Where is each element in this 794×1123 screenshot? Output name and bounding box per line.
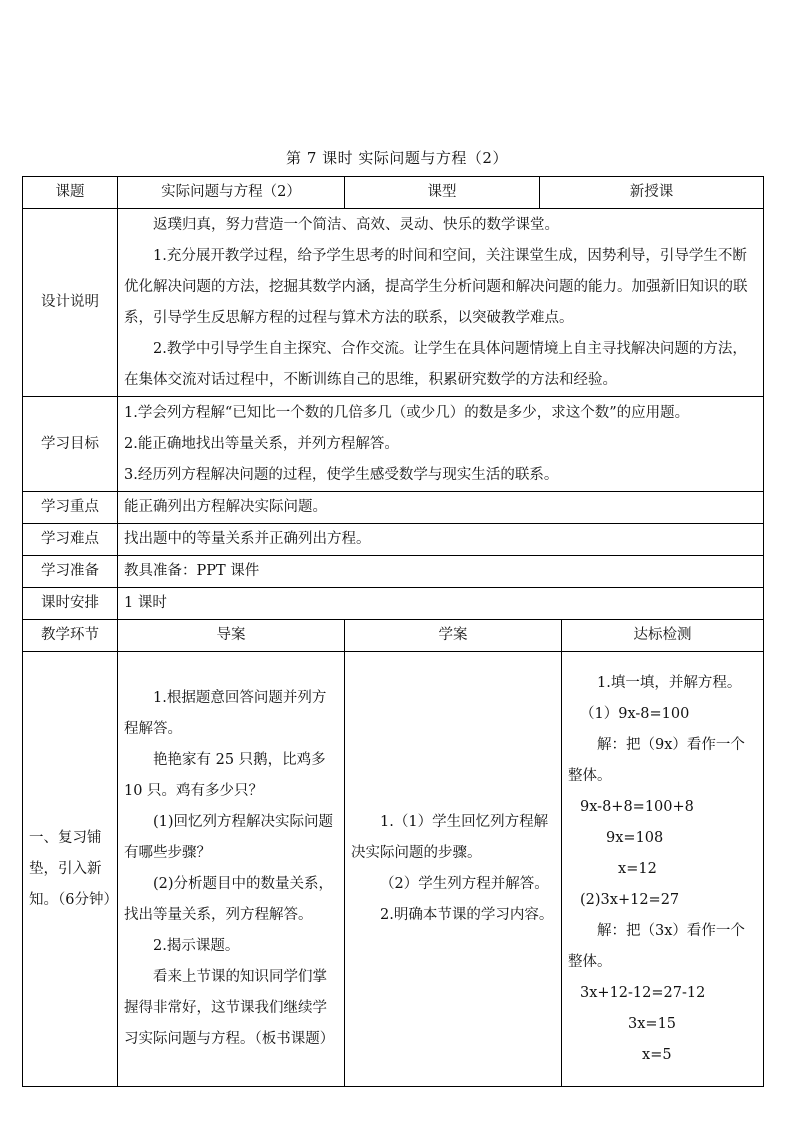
study-line: （2）学生列方程并解答。 bbox=[380, 876, 549, 892]
schedule-label: 课时安排 bbox=[23, 588, 118, 620]
header-row bbox=[23, 177, 764, 209]
check-step: 3x+12-12=27-12 bbox=[580, 984, 706, 1001]
guide-line: 2.揭示课题。 bbox=[153, 938, 240, 954]
difficulty-label: 学习难点 bbox=[23, 524, 118, 556]
check-hint: 解：把（9x）看作一个整体。 bbox=[568, 736, 745, 784]
section1-check bbox=[562, 652, 764, 1087]
goal-item: 3.经历列方程解决问题的过程，使学生感受数学与现实生活的联系。 bbox=[124, 466, 559, 483]
check-step: 9x-8+8=100+8 bbox=[580, 798, 694, 815]
prep-value: 教具准备：PPT 课件 bbox=[118, 556, 764, 588]
col-study-header: 学案 bbox=[345, 620, 562, 652]
section1-guide bbox=[118, 652, 345, 1087]
page-title: 第 7 课时 实际问题与方程（2） bbox=[286, 149, 508, 167]
check-hint: 解：把（3x）看作一个整体。 bbox=[568, 922, 745, 970]
col-guide-header: 导案 bbox=[118, 620, 345, 652]
check-question: (2)3x+12=27 bbox=[580, 891, 680, 908]
difficulty-row bbox=[23, 524, 764, 556]
columns-row bbox=[23, 620, 764, 652]
check-step: 3x=15 bbox=[628, 1015, 677, 1032]
col-stage-header: 教学环节 bbox=[23, 620, 118, 652]
section1-row bbox=[23, 652, 764, 1087]
guide-line: (1)回忆列方程解决实际问题有哪些步骤？ bbox=[124, 814, 334, 861]
type-label: 课型 bbox=[345, 177, 540, 209]
goal-item: 1.学会列方程解“已知比一个数的几倍多几（或少几）的数是多少，求这个数”的应用题。 bbox=[124, 404, 690, 421]
focus-row bbox=[23, 492, 764, 524]
study-line: 2.明确本节课的学习内容。 bbox=[380, 907, 554, 923]
section1-study bbox=[345, 652, 562, 1087]
goals-content bbox=[118, 397, 764, 492]
goal-item: 2.能正确地找出等量关系，并列方程解答。 bbox=[124, 435, 399, 452]
design-label: 设计说明 bbox=[23, 209, 118, 397]
check-step: 9x=108 bbox=[606, 829, 664, 846]
lesson-plan-table bbox=[22, 176, 764, 1087]
schedule-row bbox=[23, 588, 764, 620]
check-intro: 1.填一填，并解方程。 bbox=[597, 674, 742, 691]
guide-line: 艳艳家有 25 只鹅，比鸡多 10 只。鸡有多少只？ bbox=[124, 752, 326, 799]
design-row bbox=[23, 209, 764, 397]
design-paragraph: 2.教学中引导学生自主探究、合作交流。让学生在具体问题情境上自主寻找解决问题的方法，在集体交流对话过程中，不断训练自己的思维，积累研究数学的方法和经验。 bbox=[124, 340, 747, 388]
guide-line: 1.根据题意回答问题并列方程解答。 bbox=[124, 690, 327, 737]
col-check-header: 达标检测 bbox=[562, 620, 764, 652]
topic-label: 课题 bbox=[23, 177, 118, 209]
design-content bbox=[118, 209, 764, 397]
type-value: 新授课 bbox=[540, 177, 764, 209]
prep-label: 学习准备 bbox=[23, 556, 118, 588]
design-paragraph: 1.充分展开教学过程，给予学生思考的时间和空间，关注课堂生成，因势利导，引导学生不断优化解决问题的方法，挖掘其数学内涵，提高学生分析问题和解决问题的能力。加强新旧知识的联系，引导学生反思解方程的过程与算术方法的联系，以突破教学难点。 bbox=[124, 247, 748, 326]
schedule-value: 1 课时 bbox=[118, 588, 764, 620]
difficulty-value: 找出题中的等量关系并正确列出方程。 bbox=[118, 524, 764, 556]
guide-line: (2)分析题目中的数量关系，找出等量关系，列方程解答。 bbox=[124, 876, 334, 923]
section1-stage: 一、复习铺垫，引入新知。（6分钟） bbox=[23, 652, 118, 1087]
guide-line: 看来上节课的知识同学们掌握得非常好，这节课我们继续学习实际问题与方程。（板书课题） bbox=[124, 969, 335, 1047]
design-paragraph: 返璞归真，努力营造一个简洁、高效、灵动、快乐的数学课堂。 bbox=[153, 216, 559, 233]
topic-value: 实际问题与方程（2） bbox=[118, 177, 345, 209]
check-step: x=12 bbox=[618, 860, 657, 877]
check-step: x=5 bbox=[642, 1046, 672, 1063]
focus-value: 能正确列出方程解决实际问题。 bbox=[118, 492, 764, 524]
goals-row bbox=[23, 397, 764, 492]
check-question: （1）9x-8=100 bbox=[580, 705, 690, 722]
study-line: 1.（1）学生回忆列方程解决实际问题的步骤。 bbox=[351, 814, 549, 861]
prep-row bbox=[23, 556, 764, 588]
goals-label: 学习目标 bbox=[23, 397, 118, 492]
focus-label: 学习重点 bbox=[23, 492, 118, 524]
